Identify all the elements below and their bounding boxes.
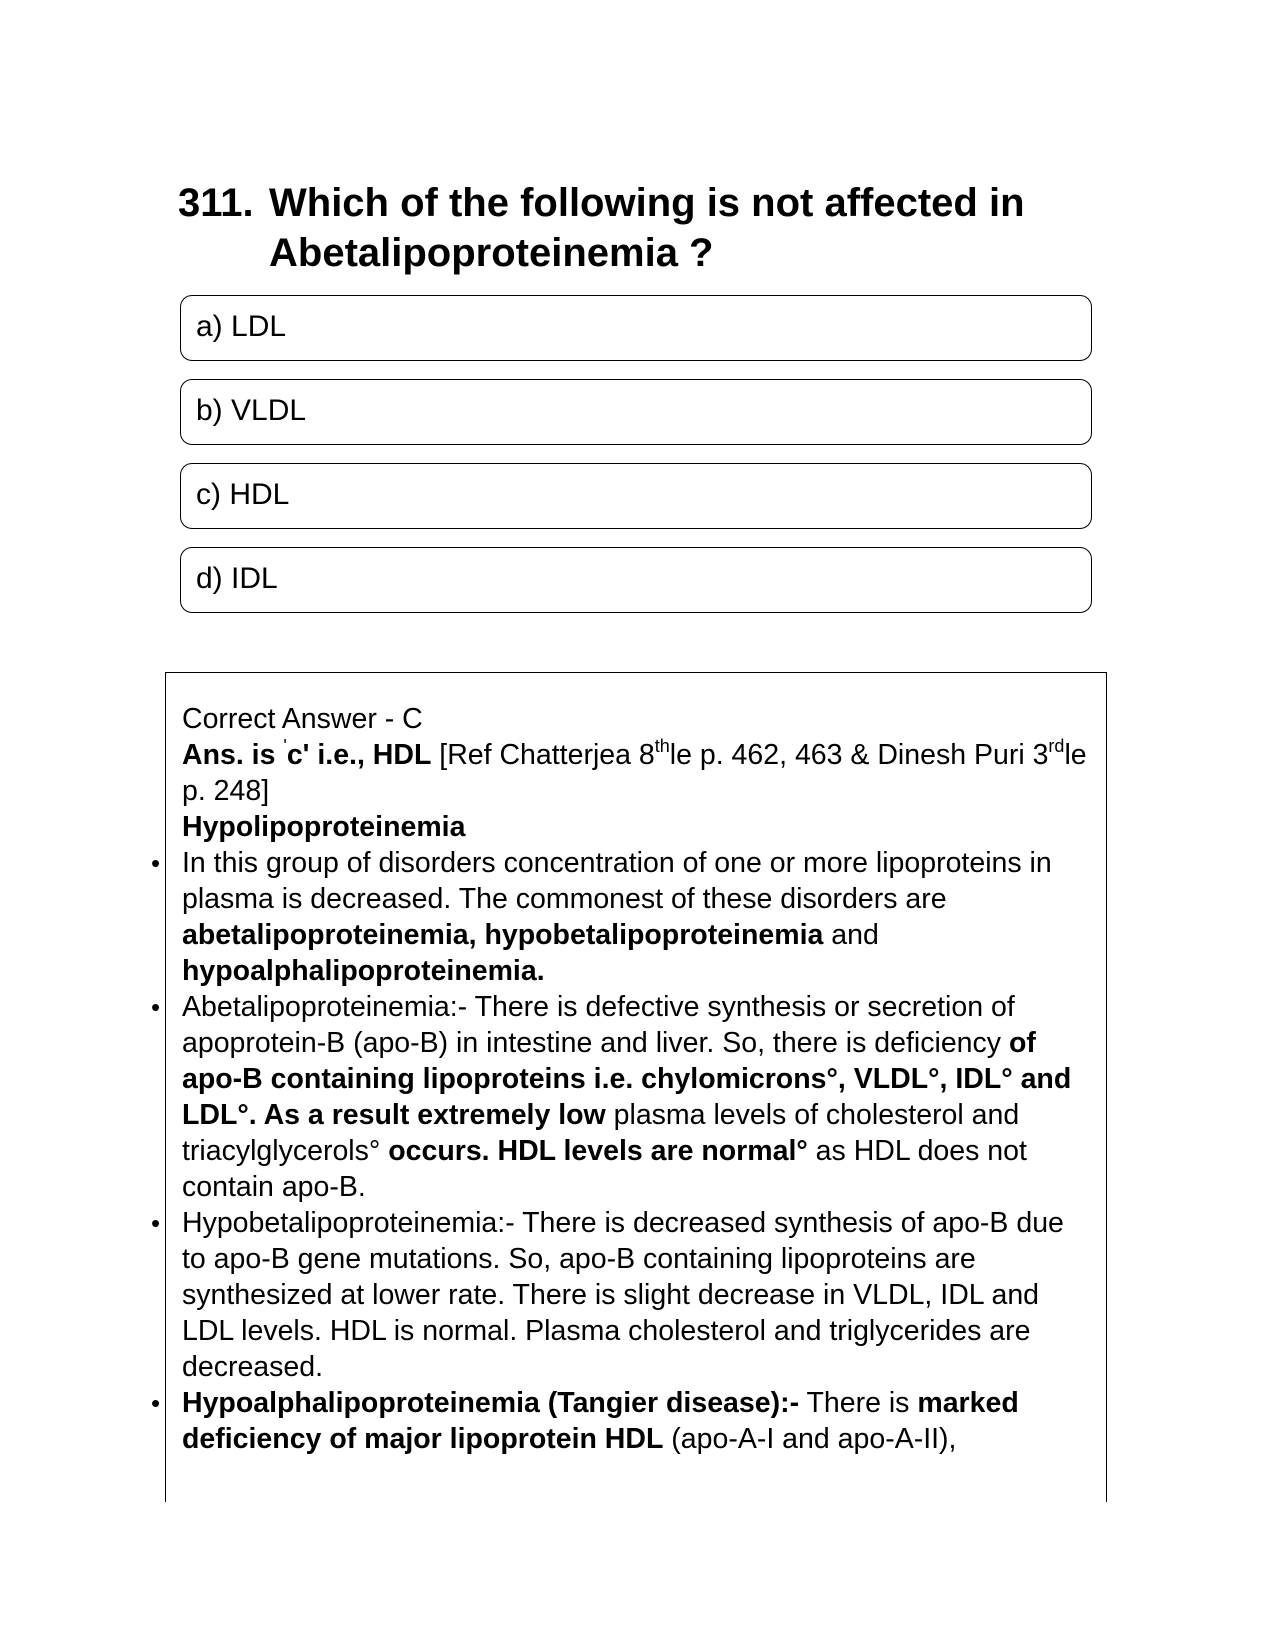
question-number: 311.	[178, 181, 254, 225]
bold-run: of apo-B containing lipoproteins i.e. chylomicrons°, VLDL°, IDL° and LDL°. As a result extremely low	[182, 1027, 1072, 1131]
bullet-list	[151, 845, 1092, 1457]
correct-answer: Correct Answer - C	[182, 703, 423, 735]
option-d[interactable]	[180, 547, 1092, 613]
text-run: (apo-A-I and apo-A-II),	[663, 1423, 957, 1455]
bullet-icon: •	[151, 848, 161, 878]
answer-reference	[182, 737, 1092, 809]
list-item	[151, 1385, 1092, 1457]
bold-run: occurs. HDL levels are normal°	[388, 1135, 808, 1167]
bold-run: hypoalphalipoproteinemia.	[182, 955, 545, 987]
ans-prefix: Ans. is	[182, 739, 284, 771]
text-run: and	[823, 919, 879, 951]
ref-part-1: [Ref Chatterjea 8	[431, 739, 655, 771]
option-c[interactable]	[180, 463, 1092, 529]
option-b[interactable]	[180, 379, 1092, 445]
bold-run: abetalipoproteinemia, hypobetalipoproteinemia	[182, 919, 824, 951]
question-text: Which of the following is not affected in Abetalipoproteinemia ?	[269, 181, 1025, 275]
bullet-icon: •	[151, 1388, 161, 1418]
ans-tick: '	[283, 735, 287, 756]
ref-part-3: le p. 248]	[182, 739, 1087, 807]
text-run: Abetalipoproteinemia:- There is defective synthesis or secretion of apoprotein-B (apo-B) in intestine and liver. So, there is deficiency	[182, 991, 1015, 1059]
option-d-label: d) IDL	[196, 562, 278, 595]
option-a-label: a) LDL	[196, 310, 287, 343]
ref-sup-2: rd	[1048, 735, 1065, 756]
option-a[interactable]	[180, 295, 1092, 361]
text-run: There is	[799, 1387, 918, 1419]
list-item	[151, 845, 1092, 989]
list-item	[151, 1205, 1092, 1385]
question-heading	[178, 178, 1078, 278]
text-run: Hypobetalipoproteinemia:- There is decreased synthesis of apo-B due to apo-B gene mutations. So, apo-B containing lipoproteins are synthesized at lower rate. There is slight decrease in VLDL, IDL and LDL levels. HDL is normal. Plasma cholesterol and triglycerides are decreased.	[182, 1207, 1064, 1383]
bullet-icon: •	[151, 1208, 161, 1238]
option-c-label: c) HDL	[196, 478, 290, 511]
list-item	[151, 989, 1092, 1205]
bold-run: Hypoalphalipoproteinemia (Tangier disease):-	[182, 1387, 800, 1419]
ref-part-2: le p. 462, 463 & Dinesh Puri 3	[669, 739, 1049, 771]
bold-run: marked deficiency of major lipoprotein HDL	[182, 1387, 1019, 1455]
text-run: plasma levels of cholesterol and triacylglycerols°	[182, 1099, 1020, 1167]
option-b-label: b) VLDL	[196, 394, 307, 427]
section-heading: Hypolipoproteinemia	[182, 811, 466, 843]
text-run: In this group of disorders concentration of one or more lipoproteins in plasma is decreased. The commonest of these disorders are	[182, 847, 1052, 915]
ans-bold: c' i.e., HDL	[286, 739, 432, 771]
text-run: as HDL does not contain apo-B.	[182, 1135, 1027, 1203]
explanation	[151, 701, 1092, 1457]
ref-sup-1: th	[654, 735, 670, 756]
bullet-icon: •	[151, 992, 161, 1022]
